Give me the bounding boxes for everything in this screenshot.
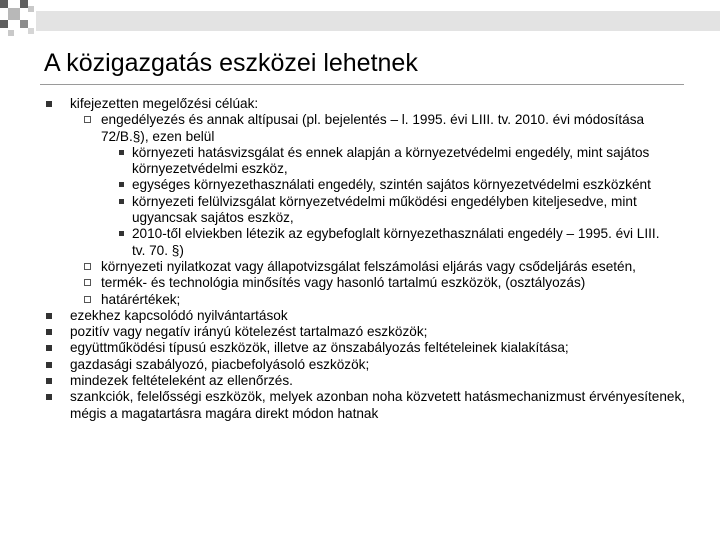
header-band	[36, 11, 720, 31]
list-item: szankciók, felelősségi eszközök, melyek azonban noha közvetett hatásmechanizmust érvényesítenek, mégis a magatartásra magára direkt módon hatnak	[70, 389, 690, 422]
square-bullet-icon	[46, 313, 52, 319]
list-item: környezeti felülvizsgálat környezetvédelmi működési engedélyben kiteljesedve, mint ugyancsak sajátos eszköz,	[132, 194, 670, 227]
list-item: határértékek;	[101, 292, 689, 308]
hollow-square-bullet-icon	[84, 279, 91, 286]
list-item: engedélyezés és annak altípusai (pl. bejelentés – l. 1995. évi LIII. tv. 2010. évi módosítása 72/B.§), ezen belül	[101, 112, 689, 145]
list-item: gazdasági szabályozó, piacbefolyásoló eszközök;	[70, 357, 690, 373]
square-bullet-icon	[119, 182, 124, 187]
list-item: kifejezetten megelőzési célúak:	[70, 96, 690, 112]
list-item: 2010-től elviekben létezik az egybefoglalt környezethasználati engedély – 1995. évi LIII. tv. 70. §)	[132, 226, 670, 259]
list-item: környezeti nyilatkozat vagy állapotvizsgálat felszámolási eljárás vagy csődeljárás esetén,	[101, 259, 689, 275]
list-item: pozitív vagy negatív irányú kötelezést tartalmazó eszközök;	[70, 324, 690, 340]
list-item: egységes környezethasználati engedély, szintén sajátos környezetvédelmi eszközként	[132, 177, 670, 193]
square-bullet-icon	[46, 378, 52, 384]
square-bullet-icon	[46, 362, 52, 368]
hollow-square-bullet-icon	[84, 263, 91, 270]
list-item: ezekhez kapcsolódó nyilvántartások	[70, 308, 690, 324]
corner-decoration	[0, 0, 720, 45]
square-bullet-icon	[46, 394, 52, 400]
list-item: termék- és technológia minősítés vagy hasonló tartalmú eszközök, (osztályozás)	[101, 275, 689, 291]
hollow-square-bullet-icon	[84, 116, 91, 123]
square-bullet-icon	[119, 231, 124, 236]
square-bullet-icon	[119, 150, 124, 155]
title-divider	[40, 84, 684, 85]
slide-title: A közigazgatás eszközei lehetnek	[44, 49, 418, 77]
hollow-square-bullet-icon	[84, 296, 91, 303]
list-item: környezeti hatásvizsgálat és ennek alapján a környezetvédelmi engedély, mint sajátos környezetvédelmi eszköz,	[132, 145, 670, 178]
square-bullet-icon	[46, 329, 52, 335]
square-bullet-icon	[119, 199, 124, 204]
square-bullet-icon	[46, 101, 52, 107]
list-item: mindezek feltételeként az ellenőrzés.	[70, 373, 690, 389]
list-item: együttműködési típusú eszközök, illetve az önszabályozás feltételeinek kialakítása;	[70, 340, 690, 356]
square-bullet-icon	[46, 345, 52, 351]
bullet-list	[0, 96, 720, 422]
